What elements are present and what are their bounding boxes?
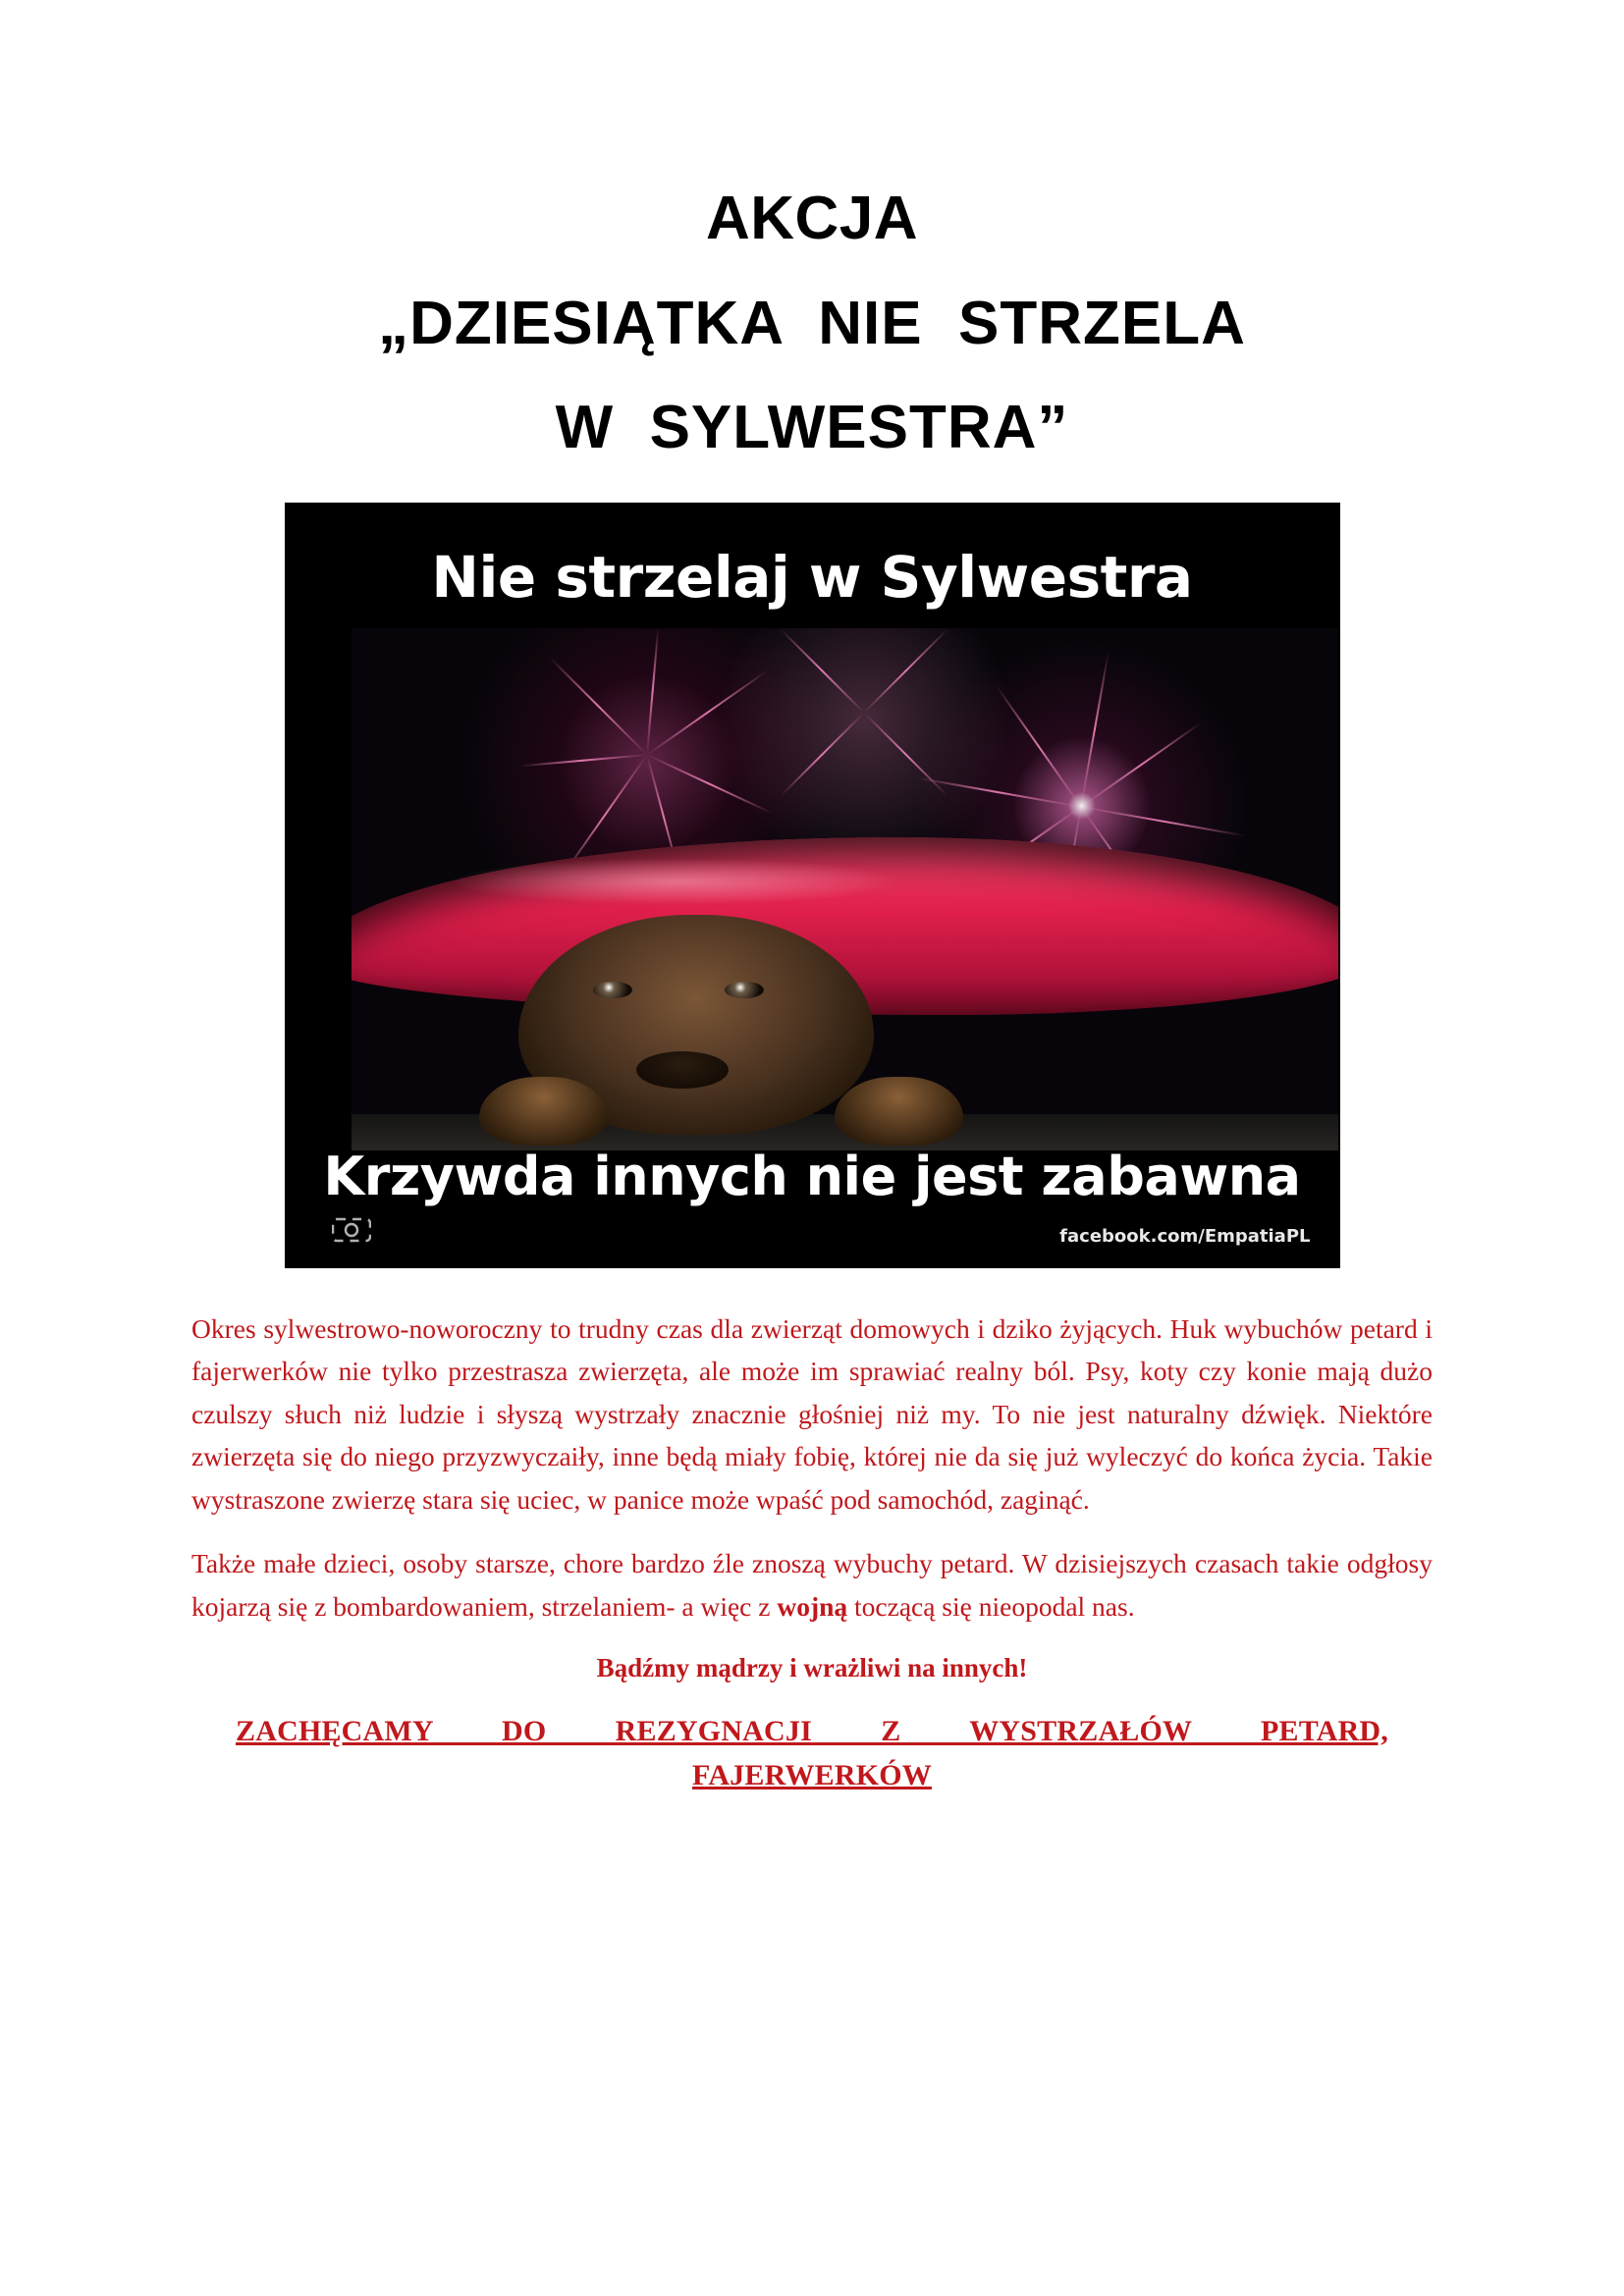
body-text	[191, 1308, 1433, 1628]
poster-credit: facebook.com/EmpatiaPL	[1059, 1225, 1311, 1247]
dog-paw-left	[479, 1077, 608, 1145]
poster-subline: Krzywda innych nie jest zabawna	[323, 1145, 1301, 1207]
dog-photo	[352, 628, 1338, 1150]
dog-eye-right	[725, 982, 764, 999]
closing-block	[191, 1653, 1433, 1797]
title-line-3: W SYLWESTRA”	[555, 394, 1069, 462]
closing-line-2b: FAJERWERKÓW	[692, 1758, 932, 1791]
paragraph-2-before: Także małe dzieci, osoby starsze, chore bardzo źle znoszą wybuchy petard. W dzisiejszych czasach takie odgłosy kojarzą się z bombardowaniem, strzelaniem- a więc z	[191, 1548, 1433, 1622]
closing-line-2	[191, 1709, 1433, 1797]
title-line-2: „​DZIESIĄTKA NIE STRZELA	[378, 289, 1246, 357]
title-line-1: AKCJA	[705, 185, 919, 252]
campaign-image	[285, 503, 1340, 1268]
paragraph-2-bold: wojną	[777, 1590, 848, 1622]
dog-snout	[636, 1051, 729, 1089]
poster-title-block	[191, 167, 1433, 481]
closing-line-2a: ZACHĘCAMY DO REZYGNACJI Z WYSTRZAŁÓW PETARD,	[236, 1714, 1388, 1747]
poster-graphic	[285, 503, 1340, 1268]
blanket-highlight	[450, 858, 903, 905]
paragraph-2	[191, 1542, 1433, 1628]
camera-icon	[332, 1215, 371, 1245]
dog-eye-left	[593, 982, 632, 999]
paragraph-1: Okres sylwestrowo-noworoczny to trudny czas dla zwierząt domowych i dziko żyjących. Huk wybuchów petard i fajerwerków nie tylko przestrasza zwierzęta, ale może im sprawiać realny ból. Psy, koty czy konie mają dużo czulszy słuch niż ludzie i słyszą wystrzały znacznie głośniej niż my. To nie jest naturalny dźwięk. Niektóre zwierzęta się do niego przyzwyczaiły, inne będą miały fobię, której nie da się już wyleczyć do końca życia. Takie wystraszone zwierzę stara się uciec, w panice może wpaść pod samochód, zaginąć.	[191, 1312, 1433, 1515]
dog-paw-right	[835, 1077, 963, 1145]
poster-headline: Nie strzelaj w Sylwestra	[431, 543, 1193, 611]
paragraph-2-after: toczącą się nieopodal nas.	[847, 1590, 1135, 1622]
closing-line-1: Bądźmy mądrzy i wrażliwi na innych!	[596, 1652, 1028, 1682]
